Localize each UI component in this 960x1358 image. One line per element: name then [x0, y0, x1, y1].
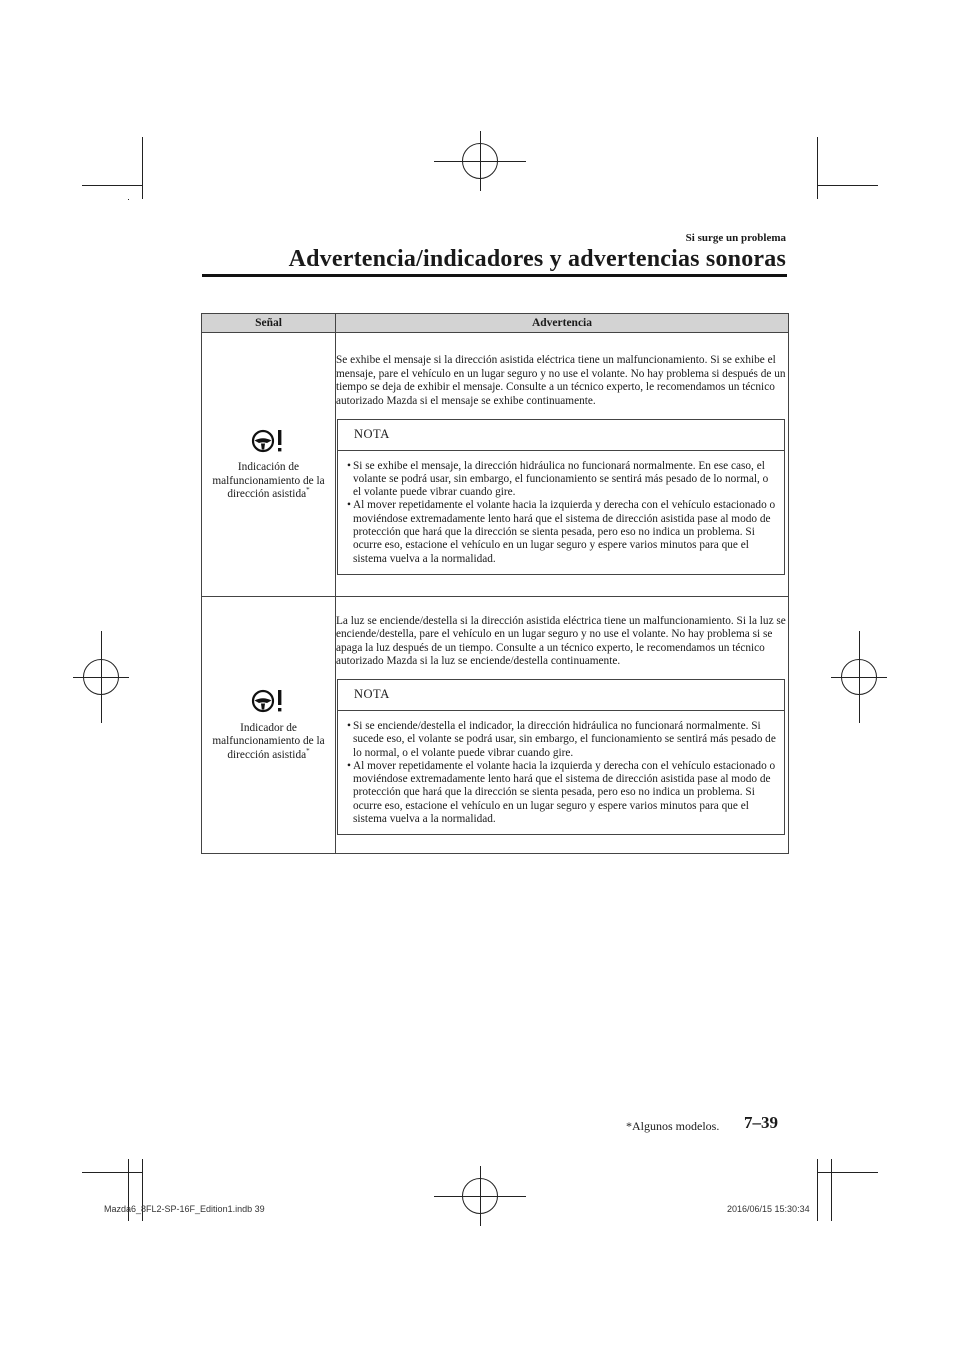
col-header-signal: Señal [202, 314, 336, 333]
power-steering-malfunction-icon [251, 428, 287, 459]
signal-label: Indicador de malfuncionamiento de la dirección asistida* [212, 721, 325, 761]
table-row [202, 333, 789, 597]
print-slug-date: 2016/06/15 15:30:34 [727, 1204, 810, 1214]
note-title: NOTA [338, 420, 784, 451]
section-label: Si surge un problema [685, 232, 786, 244]
warning-table [201, 313, 789, 854]
note-item: • Si se enciende/destella el indicador, la dirección hidráulica no funcionará normalmente. Si sucede eso, el volante se podrá usar, sin embargo, el funcionamiento se sentirá más pesado de lo normal, o el volante puede vibrar cuando gire. [347, 720, 776, 759]
table-header-row [202, 314, 789, 333]
note-box [337, 679, 785, 835]
print-slug-file: Mazda6_8FL2-SP-16F_Edition1.indb 39 [104, 1204, 265, 1214]
signal-cell [202, 333, 336, 597]
page-number: 7–39 [744, 1113, 778, 1132]
warning-text: La luz se enciende/destella si la dirección asistida eléctrica tiene un malfuncionamiento. Si la luz se enciende/destella, pare el vehículo en un lugar seguro y no use el volante. No hay problema si se apaga la luz después de un tiempo. Consulte a un técnico experto, le recomendamos un técnico autorizado Mazda si la luz se enciende/destella continuamente. [336, 614, 786, 668]
signal-label: Indicación de malfuncionamiento de la dirección asistida* [212, 461, 325, 500]
footnote-mark: * [306, 486, 310, 495]
note-box [337, 419, 785, 575]
signal-cell [202, 597, 336, 854]
warning-text: Se exhibe el mensaje si la dirección asistida eléctrica tiene un malfuncionamiento. Si se exhibe el mensaje, pare el vehículo en un lugar seguro y no use el volante. No hay problema si después de un tiempo se deja de exhibir el mensaje. Consulte a un técnico experto, le recomendamos un técnico autorizado Mazda si el mensaje se exhibe continuamente. [336, 354, 786, 407]
warning-cell [336, 333, 789, 597]
note-item: • Si se exhibe el mensaje, la dirección hidráulica no funcionará normalmente. En ese caso, el volante se podrá usar, sin embargo, el funcionamiento se sentirá más pesado de lo normal, o el volante puede vibrar cuando gire. [347, 459, 769, 499]
bullet-icon: • [347, 720, 351, 732]
note-title: NOTA [338, 680, 784, 711]
bullet-icon: • [347, 759, 351, 772]
note-item: • Al mover repetidamente el volante hacia la izquierda y derecha con el vehículo estacionado o moviéndose extremadamente lento hará que el sistema de dirección asistida pase al modo de protección que hará que la dirección se sienta pesada, pero eso no indica un problema. Si ocurre eso, estacione el vehículo en un lugar seguro y espere varios minutos para que el sistema vuelva a la normalidad. [347, 759, 776, 826]
table-row [202, 597, 789, 854]
power-steering-malfunction-icon [251, 688, 287, 719]
footnote: *Algunos modelos. [626, 1119, 720, 1133]
bullet-icon: • [347, 459, 351, 472]
bullet-icon: • [347, 499, 351, 512]
note-item: • Al mover repetidamente el volante hacia la izquierda y derecha con el vehículo estacionado o moviéndose extremadamente lento hará que el sistema de dirección asistida pase al modo de protección que hará que la dirección se sienta pesada, pero eso no indica un problema. Si ocurre eso, estacione el vehículo en un lugar seguro y espere varios minutos para que el sistema vuelva a la normalidad. [347, 499, 776, 565]
header-rule [202, 274, 787, 277]
col-header-warning: Advertencia [336, 314, 789, 333]
footnote-mark: * [306, 746, 310, 755]
warning-cell [336, 597, 789, 854]
page-title: Advertencia/indicadores y advertencias sonoras [288, 246, 786, 272]
